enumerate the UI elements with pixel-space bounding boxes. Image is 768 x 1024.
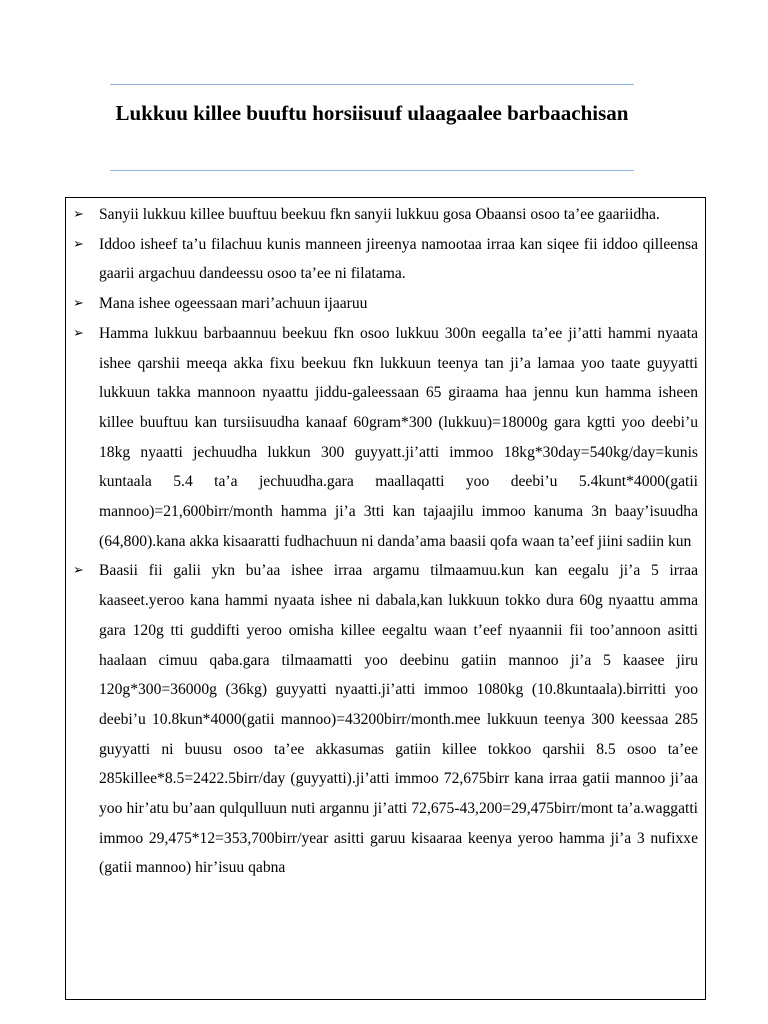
arrowhead-bullet-icon: ➢ [73,296,84,312]
content-box [65,197,706,1000]
arrowhead-bullet-icon: ➢ [73,236,84,252]
arrowhead-bullet-icon: ➢ [73,325,84,341]
bullet-item [73,319,698,557]
bullet-text: Baasii fii galii ykn bu’aa ishee irraa argamu tilmaamuu.kun kan eegalu ji’a 5 irraa kaaseet.yeroo kana hammi nyaata ishee ni dabala,kan lukkuun tokko dura 60g nyaattu amma gara 120g tti guddifti yeroo omisha killee eegaltu waan t’eef nyaannii fii too’annoon asitti haalaan cimuu qaba.gara tilmaamatti yoo deebinu gatiin mannoo ji’a 5 kaasee jiru 120g*300=36000g (36kg) guyyatti nyaatti.ji’atti immoo 1080kg (10.8kuntaala).birritti yoo deebi’u 10.8kun*4000(gatii mannoo)=43200birr/month.mee lukkuun teenya 300 keessaa 285 guyyatti ni buusu osoo ta’ee akkasumas gatiin killee tokkoo qarshii 8.5 osoo ta’ee 285killee*8.5=2422.5birr/day (guyyatti).ji’atti immoo 72,675birr kana irraa gatii mannoo ji’aa yoo hir’atu bu’aan qulqulluun nuti argannu ji’atti 72,675-43,200=29,475birr/mont ta’a.waggatti immoo 29,475*12=353,700birr/year asitti garuu kisaaraa keenya yeroo hamma ji’a 3 nufixxe (gatii mannoo) hir’isuu qabna [99,562,698,877]
bullet-list [66,198,705,883]
title-bottom-rule [110,170,634,171]
arrowhead-bullet-icon: ➢ [73,563,84,579]
bullet-text: Mana ishee ogeessaan mari’achuun ijaaruu [99,295,368,313]
bullet-item [73,556,698,883]
arrowhead-bullet-icon: ➢ [73,207,84,222]
bullet-item [73,200,698,230]
bullet-text: Iddoo isheef ta’u filachuu kunis manneen jireenya namootaa irraa kan siqee fii iddoo qilleensa gaarii argachuu dandeessu osoo ta’ee ni filatama. [99,235,698,283]
page-title: Lukkuu killee buuftu horsiisuuf ulaagaalee barbaachisan [115,101,629,125]
bullet-text: Hamma lukkuu barbaannuu beekuu fkn osoo lukkuu 300n eegalla ta’ee ji’atti hammi nyaata ishee qarshii meeqa akka fixu beekuu fkn lukkuun teenya tan ji’a lamaa yoo taate guyyatti lukkuun takka mannoon nyaattu jiddu-galeessaan 65 giraama haa jennu kun hamma isheen killee buuftuu kan tursiisuudha kanaaf 60gram*300 (lukkuu)=18000g gara kgtti yoo deebi’u 18kg nyaatti jechuudha lukkun 300 guyyatt.ji’atti immoo 18kg*30day=540kg/day=kunis kuntaala 5.4 ta’a jechuudha.gara maallaqatti yoo deebi’u 5.4kunt*4000(gatii mannoo)=21,600birr/month hamma ji’a 3tti kan tajaajilu immoo kanuma 3n baay’isuudha (64,800).kana akka kisaaratti fudhachuun ni danda’ama baasii qofa waan ta’eef jiini sadiin kun [99,324,698,550]
bullet-text: Sanyii lukkuu killee buuftuu beekuu fkn sanyii lukkuu gosa Obaansi osoo ta’ee gaariidha. [99,206,660,223]
title-block [110,84,634,171]
bullet-item [73,230,698,289]
bullet-item [73,289,698,319]
title-top-rule [110,84,634,85]
